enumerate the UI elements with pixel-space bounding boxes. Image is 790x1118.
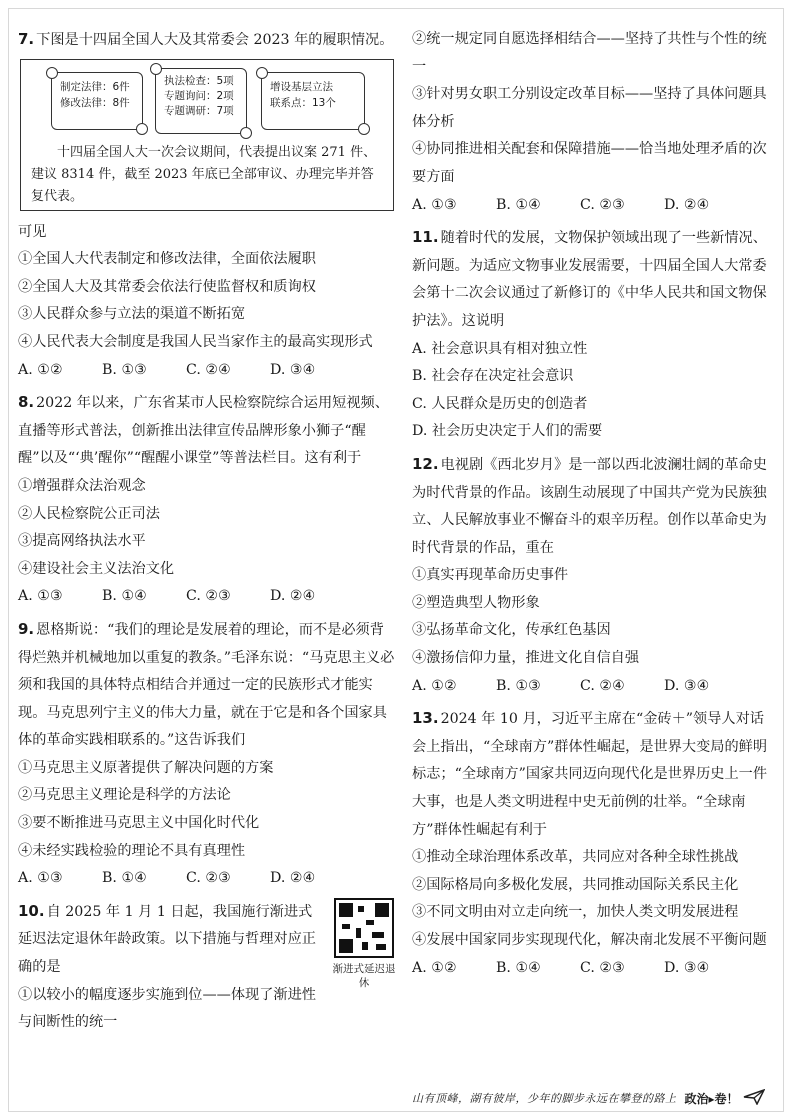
answer-choices [18,357,396,385]
left-column [18,26,396,1042]
choice-a[interactable]: A. ①② [412,677,457,694]
option-2: ②全国人大及其常委会依法行使监督权和质询权 [18,278,316,295]
question-stem: 电视剧《西北岁月》是一部以西北波澜壮阔的革命史为时代背景的作品。该剧生动展现了中国共产党为民族独立、人民解放事业不懈奋斗的艰辛历程。创作以革命史为时代背景的作品，重在 [412,456,767,556]
question-10-continued [412,26,772,219]
choice-d[interactable]: D. 社会历史决定于人们的需要 [412,423,603,440]
scroll-line: 专题调研：7项 [164,104,234,117]
scroll-line: 制定法律：6件 [60,80,130,93]
scroll-banner-row [31,66,383,142]
question-number: 11. [412,228,439,247]
question-7 [18,26,396,384]
question-8 [18,389,396,611]
scroll-contact-points [261,72,365,130]
option-3: ③弘扬革命文化，传承红色基因 [412,622,611,639]
choice-d[interactable]: D. ③④ [664,677,710,694]
question-number: 9. [18,619,35,638]
qr-caption: 渐进式延迟退休 [332,962,396,989]
question-13 [412,705,772,982]
choice-d[interactable]: D. ③④ [270,361,316,378]
scroll-legislation [51,72,143,130]
choice-c[interactable]: C. ②③ [580,196,625,213]
option-2: ②人民检察院公正司法 [18,505,160,522]
option-1: ①真实再现革命历史事件 [412,567,569,584]
option-2: ②国际格局向多极化发展，共同推动国际关系民主化 [412,876,739,893]
option-4: ④发展中国家同步实现现代化，解决南北发展不平衡问题 [412,932,767,948]
scroll-line: 执法检查：5项 [164,74,234,87]
choice-d[interactable]: D. ②④ [270,588,316,605]
question-12 [412,451,772,700]
question-number: 8. [18,393,35,412]
option-1: ①全国人大代表制定和修改法律，全面依法履职 [18,251,316,268]
scroll-supervision [155,68,247,134]
answer-choices [412,955,772,983]
question-number: 12. [412,454,439,473]
choice-d[interactable]: D. ②④ [270,870,316,887]
choice-d[interactable]: D. ③④ [664,959,710,976]
question-9 [18,616,396,893]
question-stem: 随着时代的发展，文物保护领域出现了一些新情况、新问题。为适应文物事业发展需要，十四届全国人大常委会第十二次会议通过了新修订的《中华人民共和国文物保护法》。这说明 [412,230,767,329]
question-stem: 恩格斯说：“我们的理论是发展着的理论，而不是必须背得烂熟并机械地加以重复的教条。”毛泽东说：“马克思主义必须和我国的具体特点相结合并通过一定的民族形式才能实现。马克思列宁主义的伟大力量，就在于它是和各个国家具体的革命实践相联系的。”这告诉我们 [18,621,395,749]
option-1: ①增强群众法治观念 [18,477,146,494]
choice-c[interactable]: C. ②③ [186,588,231,605]
option-3: ③提高网络执法水平 [18,533,146,550]
choice-b[interactable]: B. ①③ [102,361,147,378]
footer-motto: 山有顶峰，湖有彼岸，少年的脚步永远在攀登的路上 [412,1092,677,1105]
scroll-line: 增设基层立法 [270,80,333,93]
scroll-line: 专题询问：2项 [164,89,234,102]
choice-a[interactable]: A. ①② [18,361,63,378]
info-figure [20,59,394,211]
option-2: ②马克思主义理论是科学的方法论 [18,787,231,804]
footer-subject-tag: 政治▸卷！ [684,1092,739,1106]
question-number: 13. [412,709,439,728]
option-1: ①马克思主义原著提供了解决问题的方案 [18,759,274,776]
option-3: ③要不断推进马克思主义中国化时代化 [18,815,260,832]
answer-choices [412,192,772,220]
option-4: ④协同推进相关配套和保障措施——恰当地处理矛盾的次要方面 [412,141,767,185]
option-4: ④人民代表大会制度是我国人民当家作主的最高实现形式 [18,333,373,350]
choice-c[interactable]: C. ②③ [186,870,231,887]
choice-c[interactable]: C. ②④ [186,361,231,378]
option-1: ①以较小的幅度逐步实施到位——体现了渐进性与间断性的统一 [18,986,316,1031]
choice-a[interactable]: A. ①③ [18,588,63,605]
qr-code-block[interactable] [332,898,396,990]
question-stem: 自 2025 年 1 月 1 日起，我国施行渐进式延迟法定退休年龄政策。以下措施与哲理对应正确的是 [18,903,316,976]
option-4: ④激扬信仰力量，推进文化自信自强 [412,650,640,667]
question-lead: 可见 [18,223,47,240]
option-3: ③不同文明由对立走向统一，加快人类文明发展进程 [412,904,739,921]
question-stem: 2022 年以来，广东省某市人民检察院综合运用短视频、直播等形式普法，创新推出法律宣传品牌形象小狮子“醒醒”以及“‘典’醒你”“醒醒小课堂”等普法栏目。这有利于 [18,395,389,467]
choice-c[interactable]: C. ②④ [580,677,625,694]
info-box-text: 十四届全国人大一次会议期间，代表提出议案 271 件、建议 8314 件，截至 2023 年底已全部审议、办理完毕并答复代表。 [31,144,377,204]
choice-b[interactable]: B. 社会存在决定社会意识 [412,368,574,385]
choice-a[interactable]: A. ①② [412,959,457,976]
choice-b[interactable]: B. ①④ [496,959,541,976]
question-number: 10. [18,901,45,920]
option-2: ②塑造典型人物形象 [412,594,540,611]
scroll-line: 联系点：13个 [270,96,336,109]
question-number: 7. [18,30,35,48]
choice-d[interactable]: D. ②④ [664,196,710,213]
choice-b[interactable]: B. ①④ [496,196,541,213]
choice-b[interactable]: B. ①④ [102,870,147,887]
choice-b[interactable]: B. ①③ [496,677,541,694]
choice-a[interactable]: A. ①③ [18,870,63,887]
choice-a[interactable]: A. ①③ [412,196,457,213]
question-10 [18,898,396,1037]
answer-choices [412,673,772,701]
scroll-line: 修改法律：8件 [60,96,130,109]
option-2: ②统一规定同自愿选择相结合——坚持了共性与个性的统一 [412,31,767,75]
option-3: ③人民群众参与立法的渠道不断拓宽 [18,306,246,323]
question-stem: 下图是十四届全国人大及其常委会 2023 年的履职情况。 [36,32,394,48]
option-3: ③针对男女职工分别设定改革目标——坚持了具体问题具体分析 [412,86,767,130]
question-stem: 2024 年 10 月，习近平主席在“金砖＋”领导人对话会上指出，“全球南方”群体性崛起，是世界大变局的鲜明标志；“全球南方”国家共同迈向现代化是世界历史上一件大事，也是人类文明进程中史无前例的壮举。“全球南方”群体性崛起有利于 [412,711,768,838]
question-11 [412,224,772,446]
paper-plane-icon [743,1089,765,1109]
answer-choices [18,583,396,611]
option-4: ④建设社会主义法治文化 [18,560,175,577]
choice-c[interactable]: C. 人民群众是历史的创造者 [412,395,588,412]
right-column [412,26,772,987]
choice-a[interactable]: A. 社会意识具有相对独立性 [412,340,588,357]
choice-b[interactable]: B. ①④ [102,588,147,605]
qr-code-icon[interactable] [334,898,394,958]
answer-choices [18,865,396,893]
option-1: ①推动全球治理体系改革，共同应对各种全球性挑战 [412,849,739,866]
choice-c[interactable]: C. ②③ [580,959,625,976]
page-footer [412,1088,774,1110]
option-4: ④未经实践检验的理论不具有真理性 [18,842,246,859]
